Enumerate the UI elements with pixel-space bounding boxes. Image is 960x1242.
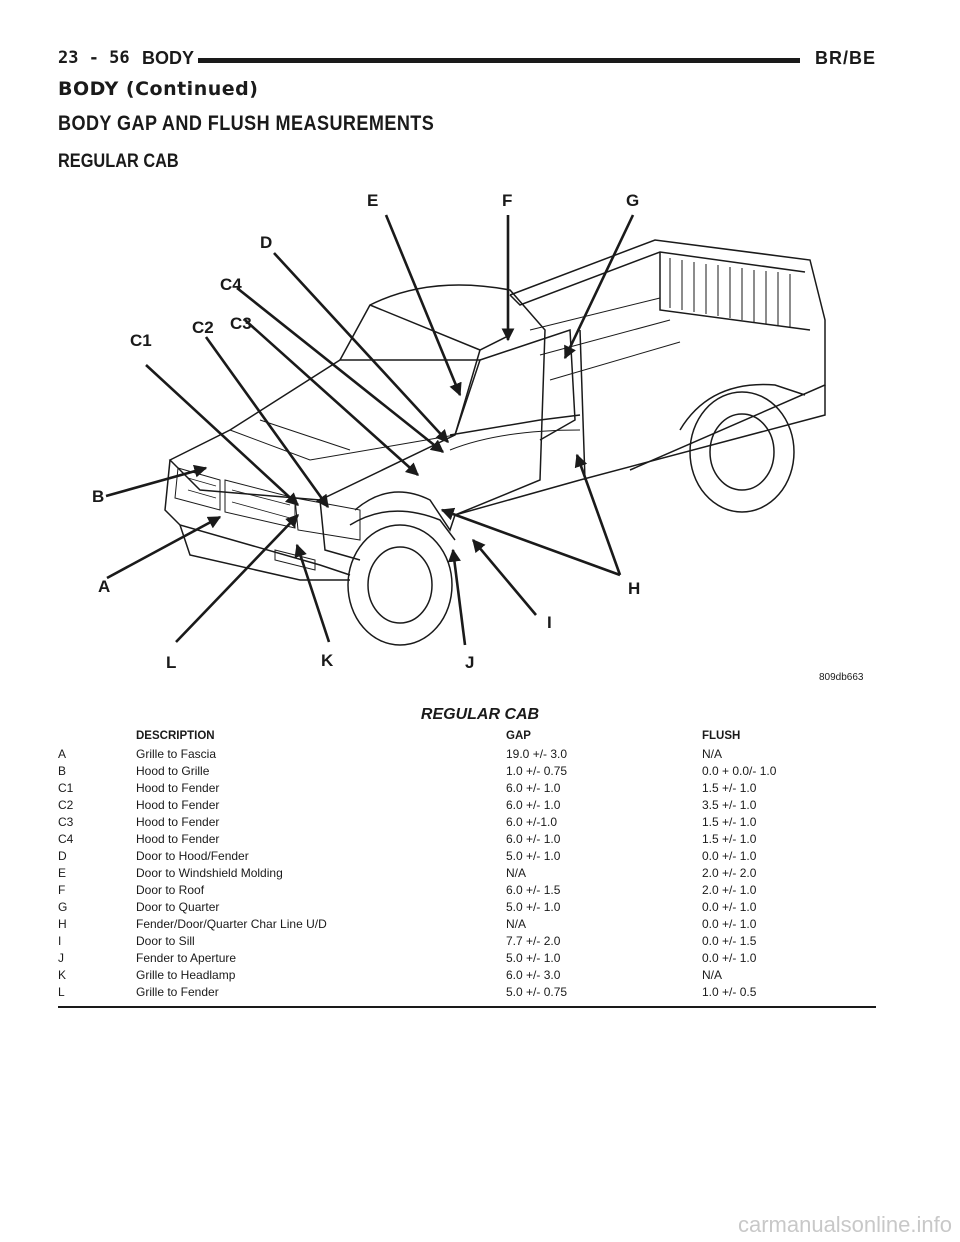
row-description: Fender to Aperture <box>136 950 237 965</box>
row-flush: 2.0 +/- 1.0 <box>702 882 757 897</box>
row-flush: 0.0 +/- 1.0 <box>702 848 757 863</box>
callout-i: I <box>547 613 552 632</box>
row-gap: 6.0 +/-1.0 <box>506 814 558 829</box>
row-description: Door to Hood/Fender <box>136 848 249 863</box>
row-flush: 2.0 +/- 2.0 <box>702 865 757 880</box>
table-row <box>58 898 876 915</box>
row-gap: 1.0 +/- 0.75 <box>506 763 568 778</box>
callout-g: G <box>626 191 640 210</box>
row-code: E <box>58 865 67 880</box>
callout-c3: C3 <box>230 314 252 333</box>
row-description: Door to Roof <box>136 882 205 897</box>
row-gap: 5.0 +/- 0.75 <box>506 984 568 999</box>
section-subtitle: REGULAR CAB <box>58 151 179 172</box>
callout-d: D <box>260 233 273 252</box>
col-description-header: DESCRIPTION <box>136 730 215 742</box>
table-row <box>58 796 876 813</box>
table-row <box>58 762 876 779</box>
table-row <box>58 983 876 1002</box>
row-flush: 0.0 +/- 1.0 <box>702 916 757 931</box>
row-gap: 5.0 +/- 1.0 <box>506 848 561 863</box>
continued-heading: BODY (Continued) <box>58 78 259 100</box>
row-code: K <box>58 967 67 982</box>
watermark: carmanualsonline.info <box>737 1212 952 1237</box>
row-code: C1 <box>58 780 74 795</box>
table-header-row <box>58 728 876 745</box>
row-code: C3 <box>58 814 74 829</box>
row-code: B <box>58 763 67 778</box>
row-code: J <box>58 950 64 965</box>
row-description: Grille to Fender <box>136 984 219 999</box>
callout-j: J <box>465 653 475 672</box>
table-row <box>58 779 876 796</box>
callout-h: H <box>628 579 641 598</box>
row-flush: 1.5 +/- 1.0 <box>702 780 757 795</box>
row-flush: 1.0 +/- 0.5 <box>702 984 757 999</box>
row-flush: 1.5 +/- 1.0 <box>702 831 757 846</box>
row-code: I <box>58 933 62 948</box>
callout-c4: C4 <box>220 275 242 294</box>
callout-k: K <box>321 651 334 670</box>
row-description: Grille to Fascia <box>136 746 217 761</box>
row-gap: 19.0 +/- 3.0 <box>506 746 568 761</box>
row-gap: 7.7 +/- 2.0 <box>506 933 561 948</box>
section-name: BODY <box>142 48 195 68</box>
col-code-header <box>58 728 136 745</box>
row-gap: N/A <box>506 916 527 931</box>
callout-e: E <box>367 191 379 210</box>
row-description: Hood to Grille <box>136 763 210 778</box>
page-number: 23 - 56 <box>58 48 130 68</box>
row-flush: 0.0 + 0.0/- 1.0 <box>702 763 777 778</box>
row-description: Hood to Fender <box>136 831 220 846</box>
row-code: C4 <box>58 831 74 846</box>
row-description: Door to Windshield Molding <box>136 865 283 880</box>
table-row <box>58 830 876 847</box>
row-gap: 6.0 +/- 1.0 <box>506 780 561 795</box>
callout-a: A <box>98 577 111 596</box>
table-caption: REGULAR CAB <box>420 706 540 723</box>
row-description: Hood to Fender <box>136 780 220 795</box>
row-gap: 6.0 +/- 1.0 <box>506 797 561 812</box>
callout-c1: C1 <box>130 331 152 350</box>
col-flush-header: FLUSH <box>702 730 741 742</box>
row-code: H <box>58 916 67 931</box>
row-gap: 6.0 +/- 1.5 <box>506 882 561 897</box>
measurements-table <box>58 728 876 1002</box>
row-flush: 0.0 +/- 1.0 <box>702 950 757 965</box>
callout-f: F <box>502 191 513 210</box>
truck-diagram <box>70 180 880 695</box>
row-flush: N/A <box>702 746 723 761</box>
model-code: BR/BE <box>814 48 876 68</box>
row-description: Door to Sill <box>136 933 195 948</box>
table-row <box>58 915 876 932</box>
page-title: BODY GAP AND FLUSH MEASUREMENTS <box>58 112 435 135</box>
callout-l: L <box>166 653 177 672</box>
row-description: Grille to Headlamp <box>136 967 236 982</box>
row-gap: 5.0 +/- 1.0 <box>506 899 561 914</box>
row-flush: 3.5 +/- 1.0 <box>702 797 757 812</box>
callout-c2: C2 <box>192 318 214 337</box>
row-description: Door to Quarter <box>136 899 220 914</box>
row-gap: 6.0 +/- 1.0 <box>506 831 561 846</box>
row-description: Fender/Door/Quarter Char Line U/D <box>136 916 327 931</box>
row-gap: 5.0 +/- 1.0 <box>506 950 561 965</box>
page-header <box>58 44 876 74</box>
table-row <box>58 847 876 864</box>
row-flush: 1.5 +/- 1.0 <box>702 814 757 829</box>
row-description: Hood to Fender <box>136 797 220 812</box>
table-row <box>58 966 876 983</box>
leader-lines <box>106 215 633 645</box>
row-code: C2 <box>58 797 74 812</box>
table-row <box>58 864 876 881</box>
row-description: Hood to Fender <box>136 814 220 829</box>
row-code: D <box>58 848 67 863</box>
row-code: F <box>58 882 66 897</box>
col-gap-header: GAP <box>506 730 531 742</box>
table-row <box>58 932 876 949</box>
callout-b: B <box>92 487 105 506</box>
table-row <box>58 949 876 966</box>
row-code: G <box>58 899 68 914</box>
header-rule <box>198 58 800 63</box>
table-bottom-rule <box>58 1006 876 1008</box>
row-gap: N/A <box>506 865 527 880</box>
row-flush: N/A <box>702 967 723 982</box>
table-row <box>58 745 876 762</box>
row-flush: 0.0 +/- 1.5 <box>702 933 757 948</box>
truck-outline <box>165 240 825 645</box>
figure-id: 809db663 <box>819 672 864 683</box>
truck-illustration <box>70 180 880 695</box>
table-row <box>58 881 876 898</box>
row-flush: 0.0 +/- 1.0 <box>702 899 757 914</box>
table-row <box>58 813 876 830</box>
row-gap: 6.0 +/- 3.0 <box>506 967 561 982</box>
row-code: A <box>58 746 67 761</box>
row-code: L <box>58 984 65 999</box>
